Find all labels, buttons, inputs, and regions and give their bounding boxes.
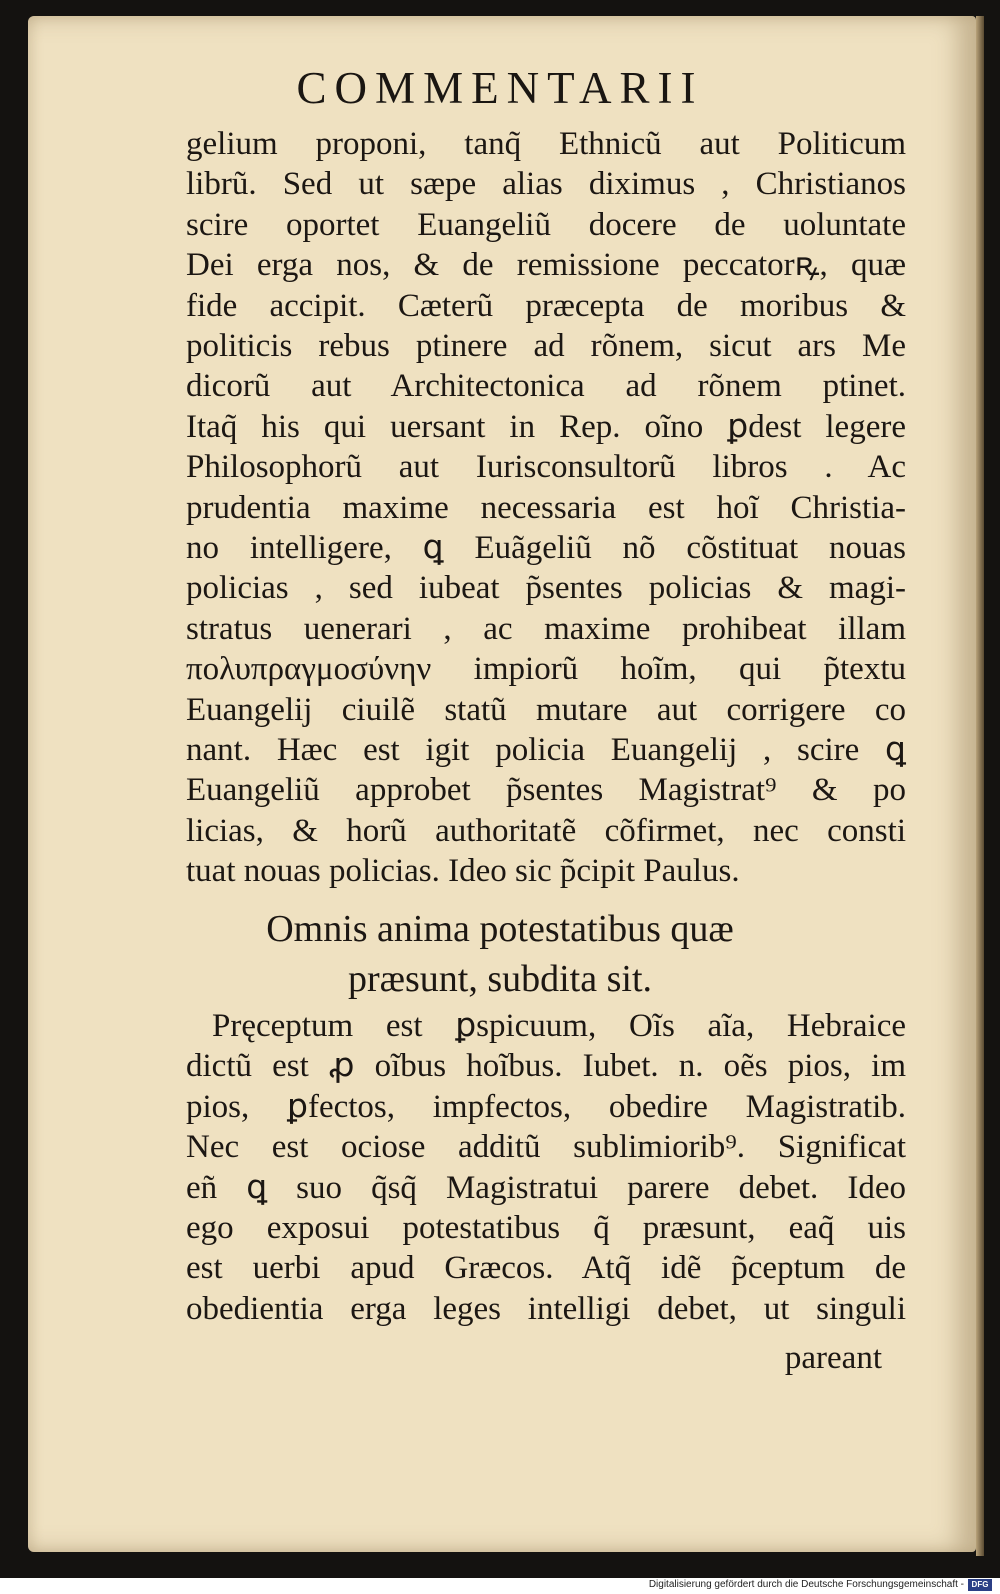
text-line: Euangeliũ approbet p̃sentes Magistrat⁹ & po [186, 772, 906, 809]
text-line: eñ ꝗ suo q̃sq̃ Magistratui parere debet. Ideo [186, 1169, 906, 1206]
text-line: Euangelij ciuilẽ statũ mutare aut corrigere co [186, 691, 906, 728]
text-line: Nec est ociose additũ sublimiorib⁹. Significat [186, 1129, 906, 1166]
text-line: librũ. Sed ut sæpe alias diximus , Christianos [186, 166, 906, 203]
text-line: Philosophorũ aut Iurisconsultorũ libros . Ac [186, 449, 906, 486]
text-line: est uerbi apud Græcos. Atq̃ idẽ p̃ceptum de [186, 1250, 906, 1287]
text-line: ego exposui potestatibus q̃ præsunt, eaq̃ uis [186, 1210, 906, 1246]
text-line: gelium proponi, tanq̃ Ethnicũ aut Politicum [186, 126, 906, 162]
text-line: dicorũ aut Architectonica ad rõnem ptinet. [186, 368, 906, 405]
text-line: licias, & horũ authoritatẽ cõfirmet, nec consti [186, 812, 906, 849]
digitization-credit: Digitalisierung gefördert durch die Deutsche Forschungsgemeinschaft - [648, 1579, 964, 1590]
heading-line: præsunt, subdita sit. [347, 958, 653, 1000]
catchword: pareant [784, 1340, 882, 1376]
text-line: prudentia maxime necessaria est hoĩ Christia- [186, 489, 906, 526]
text-line: policias , sed iubeat p̃sentes policias & magi- [186, 570, 906, 607]
text-line: fide accipit. Cæterũ præcepta de moribus & [186, 287, 906, 324]
text-line: nant. Hæc est igit policia Euangelij , scire ꝗ [186, 732, 906, 768]
heading-line: Omnis anima potestatibus quæ [266, 908, 734, 950]
page-edge [976, 16, 984, 1556]
text-line: tuat nouas policias. Ideo sic p̃cipit Paulus. [186, 853, 740, 890]
text-line: obedientia erga leges intelligi debet, ut singuli [186, 1290, 906, 1327]
text-line: stratus uenerari , ac maxime prohibeat illam [186, 610, 906, 647]
text-line: Itaq̃ his qui uersant in Rep. oĩno ꝑdest legere [186, 408, 906, 445]
text-line: Dei erga nos, & de remissione peccatorꝶ, quæ [186, 247, 906, 284]
dfg-logo: DFG [968, 1579, 992, 1591]
running-head: COMMENTARII [296, 63, 704, 113]
text-line: πολυπραγμοσύνην impiorũ hoĩm, qui p̃textu [186, 651, 906, 688]
text-line: scire oportet Euangeliũ docere de uoluntate [186, 206, 906, 243]
text-line: pios, ꝑfectos, impfectos, obedire Magistratib. [186, 1088, 906, 1125]
text-line: politicis rebus ptinere ad rõnem, sicut ars Me [186, 328, 906, 364]
text-line: no intelligere, ꝗ Euãgeliũ nõ cõstituat nouas [186, 530, 906, 566]
text-line: Pręceptum est ꝑspicuum, Oĩs aĩa, Hebraice [212, 1008, 906, 1044]
text-line: dictũ est ꝓ oĩbus hoĩbus. Iubet. n. oẽs pios, im [186, 1048, 906, 1085]
